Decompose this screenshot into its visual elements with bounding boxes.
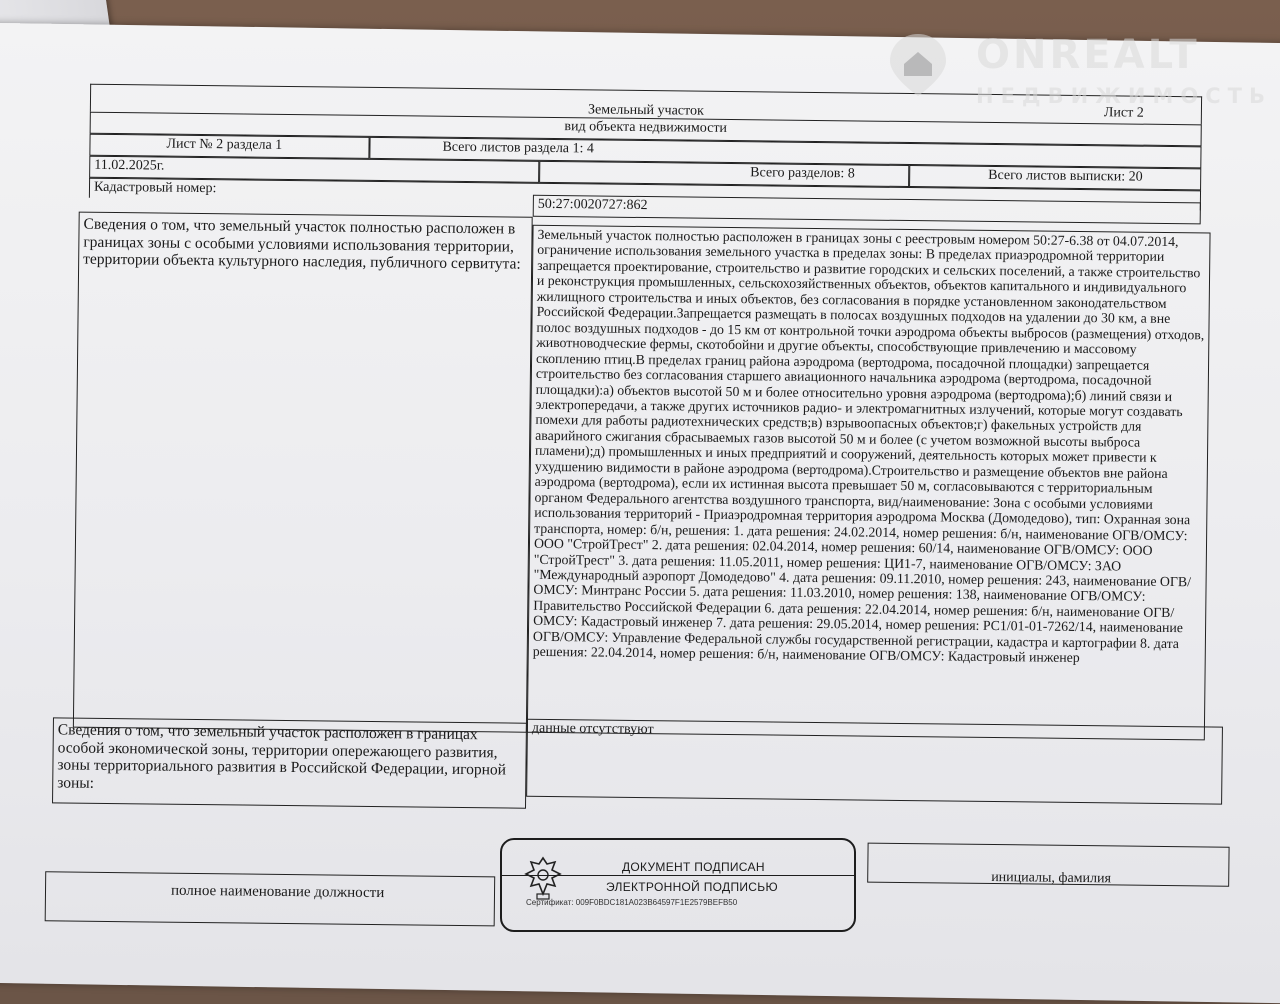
zone-info-value-cell — [527, 225, 1211, 741]
position-label: полное наименование должности — [170, 882, 385, 902]
cadastral-label: Кадастровый номер: — [93, 179, 217, 197]
object-type: Земельный участок — [587, 102, 704, 119]
zone-info-value: Земельный участок полностью расположен в границах зоны с реестровым номером 50:27-6.38 от 04.07.2014, ограничение использования земельного участка в пределах зоны: В пределах приаэродромной территории запрещается проектирование, строительство и развитие городских и сельских поселений, а также строительство и реконструкция промышленных, сельскохозяйственных объектов, объектов капитального и индивидуального жилищного строительства и иных объектов, без согласования в порядке установленном законодательством Российской Федерации.Запрещается размещать в полосах воздушных подходов на удалении до 30 км, а вне полос воздушных подходов - до 15 км от контрольной точки аэродрома объекты выбросов (размещения) отходов, животноводческие фермы, скотобойни и другие объекты, способствующие привлечению и массовому скоплению птиц.В пределах границ района аэродрома (вертодрома, посадочной площадки) запрещается строительство без согласования старшего авиационного начальника аэродрома (вертодрома, посадочной площадки):а) объектов высотой 50 м и более относительно уровня аэродрома (вертодрома);б) линий связи и электропередачи, а также других источников радио- и электромагнитных излучений, которые могут создавать помехи для работы радиотехнических средств;в) взрывоопасных объектов;г) факельных устройств для аварийного сжигания сбрасываемых газов высотой 50 м и более (с учетом возможной высоты выброса пламени);д) промышленных и иных предприятий и сооружений, деятельность которых может привести к ухудшению видимости в районе аэродрома (вертодрома).Строительство и размещение объектов вне района аэродрома (вертодрома), если их истинная высота превышает 50 м, согласовываются с территориальным органом Федерального агентства воздушного транспорта, вид/наименование: Зона с особыми условиями использования территорий - Приаэродромная территория аэродрома Москва (Домодедово), тип: Охранная зона транспорта, номер: б/н, решения: 1. дата решения: 24.02.2014, номер решения: б/н, наименование ОГВ/ОМСУ: ООО "СтройТрест" 2. дата решения: 02.04.2014, номер решения: 60/14, наименование ОГВ/ОМСУ: ООО "СтройТрест" 3. дата решения: 11.05.2011, номер решения: ЦИ1-7, наименование ОГВ/ОМСУ: ЗАО "Международный аэропорт Домодедово" 4. дата решения: 09.11.2010, номер решения: 243, наименование ОГВ/ОМСУ: Минтранс России 5. дата решения: 11.03.2010, номер решения: 138, наименование ОГВ/ОМСУ: Правительство Российской Федерации 6. дата решения: 22.04.2014, номер решения: б/н, наименование ОГВ/ОМСУ: Кадастровый инженер 7. дата решения: 29.05.2014, номер решения: РС1/01-01-7262/14, наименование ОГВ/ОМСУ: Управление Федеральной службы государственной регистрации, кадастра и картографии 8. дата решения: 22.04.2014, номер решения: б/н, наименование ОГВ/ОМСУ: Кадастровый инженер — [532, 226, 1205, 666]
onrealt-watermark — [884, 30, 1272, 110]
economic-zone-label-cell — [52, 717, 527, 808]
stamp-signed-text: ДОКУМЕНТ ПОДПИСАН — [622, 860, 765, 874]
section-sheets-total: Всего листов раздела 1: 4 — [442, 139, 595, 157]
object-kind: вид объекта недвижимости — [564, 119, 728, 136]
stamp-divider — [502, 875, 854, 876]
sections-total: Всего разделов: 8 — [750, 165, 855, 182]
economic-zone-value-cell — [526, 719, 1223, 805]
coat-of-arms-icon — [522, 854, 564, 902]
house-pin-logo-icon — [884, 30, 952, 98]
sheet-label: Лист 2 — [1103, 105, 1144, 121]
extract-sheets-total: Всего листов выписки: 20 — [988, 167, 1143, 185]
extract-date: 11.02.2025г. — [94, 157, 165, 174]
zone-info-label-cell — [73, 212, 533, 733]
initials-label: инициалы, фамилия — [991, 870, 1112, 887]
section-sheet: Лист № 2 раздела 1 — [166, 136, 283, 153]
economic-zone-value: данные отсутствуют — [531, 720, 654, 738]
economic-zone-label: Сведения о том, что земельный участок расположен в границах особой экономической зоны, территории опережающего развития, зоны территориального развития в Российской Федерации, игорной зоны: — [57, 721, 507, 792]
e-signature-stamp — [500, 838, 856, 932]
cadastral-number: 50:27:0020727:862 — [537, 196, 648, 214]
zone-info-label: Сведения о том, что земельный участок полностью расположен в границах зоны с особыми условиями использования территории, территории объекта культурного наследия, публичного сервитута: — [83, 215, 521, 273]
watermark-subtitle: НЕДВИЖИМОСТЬ — [976, 84, 1272, 108]
watermark-title: ONREALT — [976, 32, 1200, 78]
stamp-e-signature-text: ЭЛЕКТРОННОЙ ПОДПИСЬЮ — [606, 880, 778, 894]
section-sheet-cell — [89, 134, 369, 159]
stamp-certificate: Сертификат: 009F0BDC181A023B64597F1E2579BEFB50 — [526, 898, 738, 907]
